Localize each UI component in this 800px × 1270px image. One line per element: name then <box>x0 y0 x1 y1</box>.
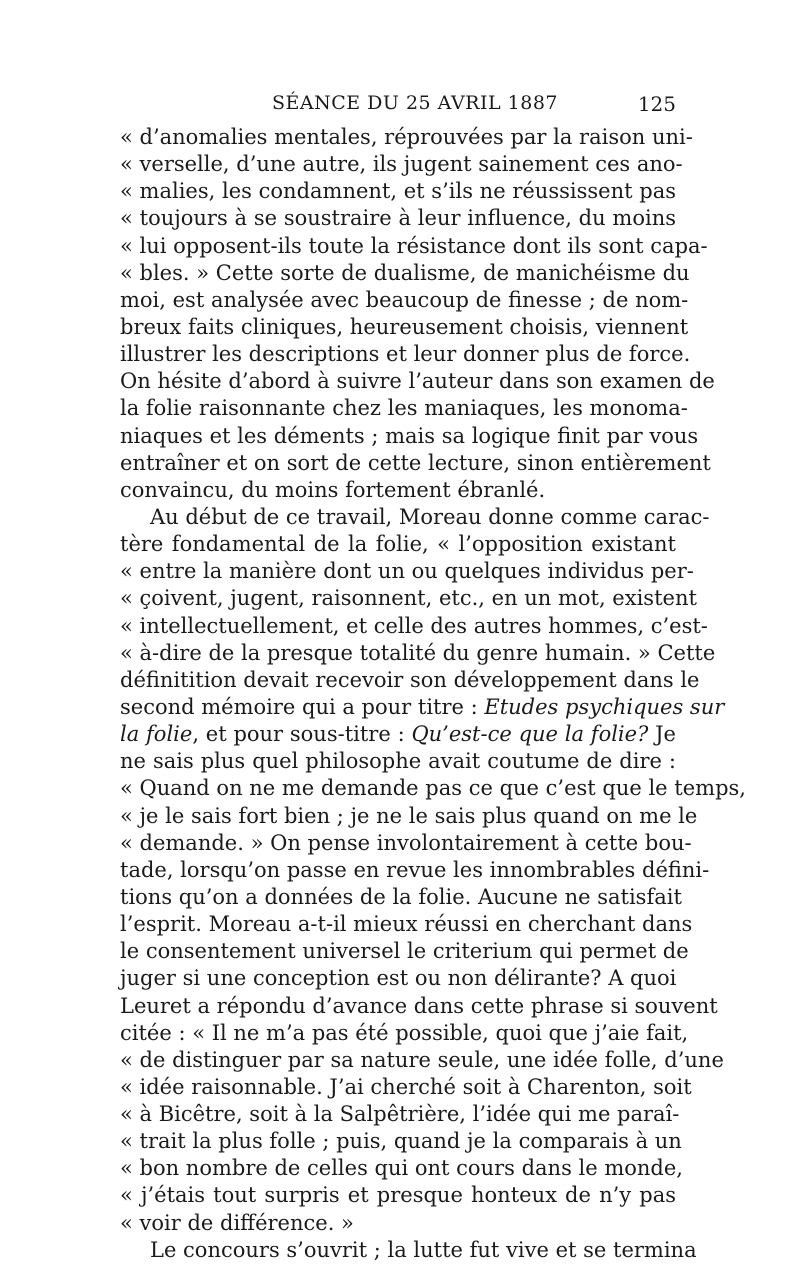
text-line <box>120 178 676 205</box>
text-run: la folie raisonnante chez les maniaques, les monoma- <box>120 396 688 421</box>
text-line <box>120 1210 676 1237</box>
text-run: Le concours s’ouvrit ; la lutte fut vive et se termina <box>150 1237 697 1262</box>
text-run: « demande. » On pense involontairement à cette bou- <box>120 830 692 855</box>
text-line <box>120 775 746 802</box>
text-run: Leuret a répondu d’avance dans cette phrase si souvent <box>120 993 718 1018</box>
italic-title: Qu’est-ce que la folie? <box>411 722 649 747</box>
text-run: « voir de différence. » <box>120 1210 354 1235</box>
text-run: « idée raisonnable. J’ai cherché soit à Charenton, soit <box>120 1074 692 1099</box>
text-run: « bles. » Cette sorte de dualisme, de manichéisme du <box>120 260 690 285</box>
text-run: illustrer les descriptions et leur donner plus de force. <box>120 342 691 367</box>
text-line <box>120 558 694 585</box>
text-line <box>120 260 690 287</box>
text-run: moi, est analysée avec beaucoup de finesse ; de nom- <box>120 287 689 312</box>
text-run: tère fondamental de la folie, « l’opposition existant <box>120 532 676 557</box>
text-run: On hésite d’abord à suivre l’auteur dans son examen de <box>120 369 715 394</box>
text-run: « malies, les condamnent, et s’ils ne réussissent pas <box>120 179 676 204</box>
text-line <box>120 450 711 477</box>
text-line <box>120 368 715 395</box>
text-line <box>120 911 693 938</box>
italic-title: Etudes psychiques sur <box>484 694 725 719</box>
text-run: « intellectuellement, et celle des autres hommes, c’est- <box>120 613 708 638</box>
text-run: « à Bicêtre, soit à la Salpêtrière, l’idée qui me paraî- <box>120 1102 680 1127</box>
text-line <box>120 803 698 830</box>
text-line <box>120 640 716 667</box>
text-run: citée : « Il ne m’a pas été possible, quoi que j’aie fait, <box>120 1020 689 1045</box>
text-run: « à-dire de la presque totalité du genre humain. » Cette <box>120 640 716 665</box>
text-run: l’esprit. Moreau a-t-il mieux réussi en cherchant dans <box>120 912 693 937</box>
text-line <box>120 1237 697 1264</box>
text-run: entraîner et on sort de cette lecture, sinon entièrement <box>120 450 711 475</box>
italic-title: la folie <box>120 722 193 747</box>
text-run: convaincu, du moins fortement ébranlé. <box>120 477 546 502</box>
text-line <box>120 341 691 368</box>
text-line <box>120 830 692 857</box>
text-run: breux faits cliniques, heureusement choisis, viennent <box>120 314 689 339</box>
text-run: « de distinguer par sa nature seule, une idée folle, d’une <box>120 1047 724 1072</box>
body-text <box>120 124 746 1264</box>
text-line <box>120 1101 680 1128</box>
text-line <box>120 667 700 694</box>
text-line <box>120 1182 676 1209</box>
text-line <box>120 205 676 232</box>
text-line <box>120 423 699 450</box>
text-run: « j’étais tout surpris et presque honteux de n’y pas <box>120 1183 676 1208</box>
text-run: , et pour sous-titre : <box>192 722 412 747</box>
text-line <box>120 857 710 884</box>
text-run: « Quand on ne me demande pas ce que c’est que le temps, <box>120 776 746 801</box>
text-line <box>120 884 682 911</box>
text-line <box>120 694 725 721</box>
text-run: Au début de ce travail, Moreau donne comme carac- <box>150 504 710 529</box>
text-line <box>120 993 718 1020</box>
text-line <box>120 531 676 558</box>
text-run: « bon nombre de celles qui ont cours dans le monde, <box>120 1156 683 1181</box>
text-line <box>120 287 689 314</box>
text-run: tade, lorsqu’on passe en revue les innombrables défini- <box>120 857 710 882</box>
text-run: ne sais plus quel philosophe avait coutume de dire : <box>120 749 676 774</box>
text-run: niaques et les déments ; mais sa logique finit par vous <box>120 423 699 448</box>
text-line <box>120 124 693 151</box>
running-header <box>120 92 676 118</box>
text-line <box>120 314 689 341</box>
text-run: le consentement universel le criterium qui permet de <box>120 939 689 964</box>
text-run: second mémoire qui a pour titre : <box>120 694 485 719</box>
text-run: définitition devait recevoir son développement dans le <box>120 667 700 692</box>
text-line <box>120 1128 682 1155</box>
text-line <box>120 233 708 260</box>
text-run: « d’anomalies mentales, réprouvées par la raison uni- <box>120 125 693 149</box>
text-line <box>120 1020 689 1047</box>
text-line <box>120 1074 692 1101</box>
text-run: « trait la plus folle ; puis, quand je la comparais à un <box>120 1129 682 1154</box>
running-title: SÉANCE DU 25 AVRIL 1887 <box>272 92 558 114</box>
text-line <box>120 504 710 531</box>
text-run: « çoivent, jugent, raisonnent, etc., en un mot, existent <box>120 586 697 611</box>
text-run: tions qu’on a données de la folie. Aucune ne satisfait <box>120 884 682 909</box>
text-run: juger si une conception est ou non délirante? A quoi <box>120 966 677 991</box>
text-line <box>120 477 676 504</box>
text-run: « lui opposent-ils toute la résistance dont ils sont capa- <box>120 233 708 258</box>
text-line <box>120 965 676 992</box>
text-line <box>120 395 688 422</box>
text-line <box>120 1155 683 1182</box>
text-run: « verselle, d’une autre, ils jugent sainement ces ano- <box>120 152 683 177</box>
text-line <box>120 585 697 612</box>
text-run: « je le sais fort bien ; je ne le sais plus quand on me le <box>120 803 698 828</box>
text-line <box>120 938 689 965</box>
text-run: Je <box>648 722 676 747</box>
text-line <box>120 613 708 640</box>
text-line <box>120 721 676 748</box>
text-line <box>120 748 676 775</box>
text-line <box>120 151 683 178</box>
text-line <box>120 1047 724 1074</box>
text-run: « entre la manière dont un ou quelques individus per- <box>120 559 694 584</box>
text-run: « toujours à se soustraire à leur influence, du moins <box>120 206 676 231</box>
page-number: 125 <box>637 92 676 116</box>
